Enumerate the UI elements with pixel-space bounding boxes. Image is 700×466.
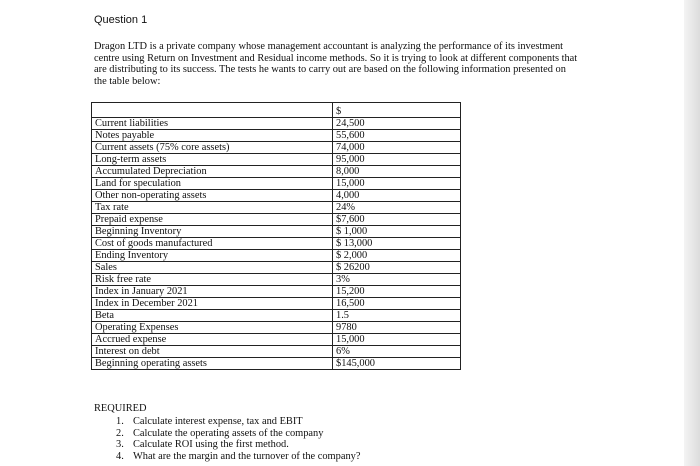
required-item-number: 2. [116, 427, 124, 439]
row-value-cell: 3% [333, 274, 461, 286]
required-item-number: 4. [116, 450, 124, 462]
row-label-cell: Interest on debt [92, 346, 333, 358]
row-value-cell: 15,000 [333, 334, 461, 346]
intro-line: the table below: [94, 75, 161, 87]
table-row [92, 310, 461, 322]
row-label-cell: Beta [92, 310, 333, 322]
required-heading: REQUIRED [94, 403, 147, 414]
table-row [92, 214, 461, 226]
row-value-cell: 95,000 [333, 154, 461, 166]
row-value-cell: 15,000 [333, 178, 461, 190]
row-label-cell: Other non-operating assets [92, 190, 333, 202]
table-row [92, 358, 461, 370]
table-row [92, 178, 461, 190]
row-label-cell: Beginning operating assets [92, 358, 333, 370]
header-label-cell [92, 103, 333, 118]
table-row [92, 190, 461, 202]
table-row [92, 202, 461, 214]
row-label-cell: Accumulated Depreciation [92, 166, 333, 178]
row-label-cell: Sales [92, 262, 333, 274]
row-value-cell: $7,600 [333, 214, 461, 226]
required-item-text: Calculate ROI using the first method. [133, 439, 289, 451]
required-item-text: Calculate interest expense, tax and EBIT [133, 416, 303, 427]
table-header-row [92, 103, 461, 118]
row-label-cell: Notes payable [92, 130, 333, 142]
required-item-number: 1. [116, 416, 124, 427]
row-label-cell: Operating Expenses [92, 322, 333, 334]
row-value-cell: $ 2,000 [333, 250, 461, 262]
question-heading: Question 1 [94, 14, 148, 26]
intro-line: centre using Return on Investment and Residual income methods. So it is trying to look at different components that [94, 52, 578, 64]
row-label-cell: Cost of goods manufactured [92, 238, 333, 250]
row-label-cell: Accrued expense [92, 334, 333, 346]
row-value-cell: 8,000 [333, 166, 461, 178]
required-item-number: 3. [116, 439, 124, 451]
row-label-cell: Land for speculation [92, 178, 333, 190]
required-item-text: Calculate the operating assets of the company [133, 427, 324, 439]
row-value-cell: 24,500 [333, 118, 461, 130]
financial-data-table [91, 102, 461, 370]
required-item [116, 428, 360, 440]
row-label-cell: Index in December 2021 [92, 298, 333, 310]
row-value-cell: 6% [333, 346, 461, 358]
row-value-cell: 16,500 [333, 298, 461, 310]
row-value-cell: $ 13,000 [333, 238, 461, 250]
page-edge-shadow [684, 0, 700, 466]
intro-line: are distributing to its success. The tests he wants to carry out are based on the following information presented on [94, 64, 566, 76]
table-row [92, 118, 461, 130]
row-label-cell: Beginning Inventory [92, 226, 333, 238]
table-row [92, 130, 461, 142]
table-row [92, 334, 461, 346]
table-row [92, 238, 461, 250]
table-row [92, 166, 461, 178]
required-item [116, 451, 360, 463]
table-row [92, 286, 461, 298]
row-label-cell: Tax rate [92, 202, 333, 214]
table-row [92, 274, 461, 286]
row-value-cell: 15,200 [333, 286, 461, 298]
row-value-cell: 9780 [333, 322, 461, 334]
row-label-cell: Risk free rate [92, 274, 333, 286]
row-value-cell: 55,600 [333, 130, 461, 142]
row-label-cell: Current liabilities [92, 118, 333, 130]
table-row [92, 346, 461, 358]
table-row [92, 226, 461, 238]
row-value-cell: 1.5 [333, 310, 461, 322]
required-item-text: What are the margin and the turnover of the company? [133, 450, 361, 462]
table-row [92, 298, 461, 310]
intro-line: Dragon LTD is a private company whose management accountant is analyzing the performance of its investment [94, 41, 564, 52]
required-list [116, 416, 360, 462]
table-row [92, 142, 461, 154]
row-label-cell: Index in January 2021 [92, 286, 333, 298]
intro-paragraph [94, 41, 614, 87]
table-row [92, 250, 461, 262]
row-label-cell: Current assets (75% core assets) [92, 142, 333, 154]
row-value-cell: $ 1,000 [333, 226, 461, 238]
row-value-cell: $145,000 [333, 358, 461, 370]
row-label-cell: Long-term assets [92, 154, 333, 166]
currency-header-cell: $ [333, 103, 461, 118]
row-label-cell: Prepaid expense [92, 214, 333, 226]
row-value-cell: 74,000 [333, 142, 461, 154]
required-item [116, 416, 360, 428]
row-value-cell: $ 26200 [333, 262, 461, 274]
row-value-cell: 24% [333, 202, 461, 214]
table-row [92, 154, 461, 166]
table-row [92, 322, 461, 334]
row-value-cell: 4,000 [333, 190, 461, 202]
required-item [116, 439, 360, 451]
table-row [92, 262, 461, 274]
row-label-cell: Ending Inventory [92, 250, 333, 262]
